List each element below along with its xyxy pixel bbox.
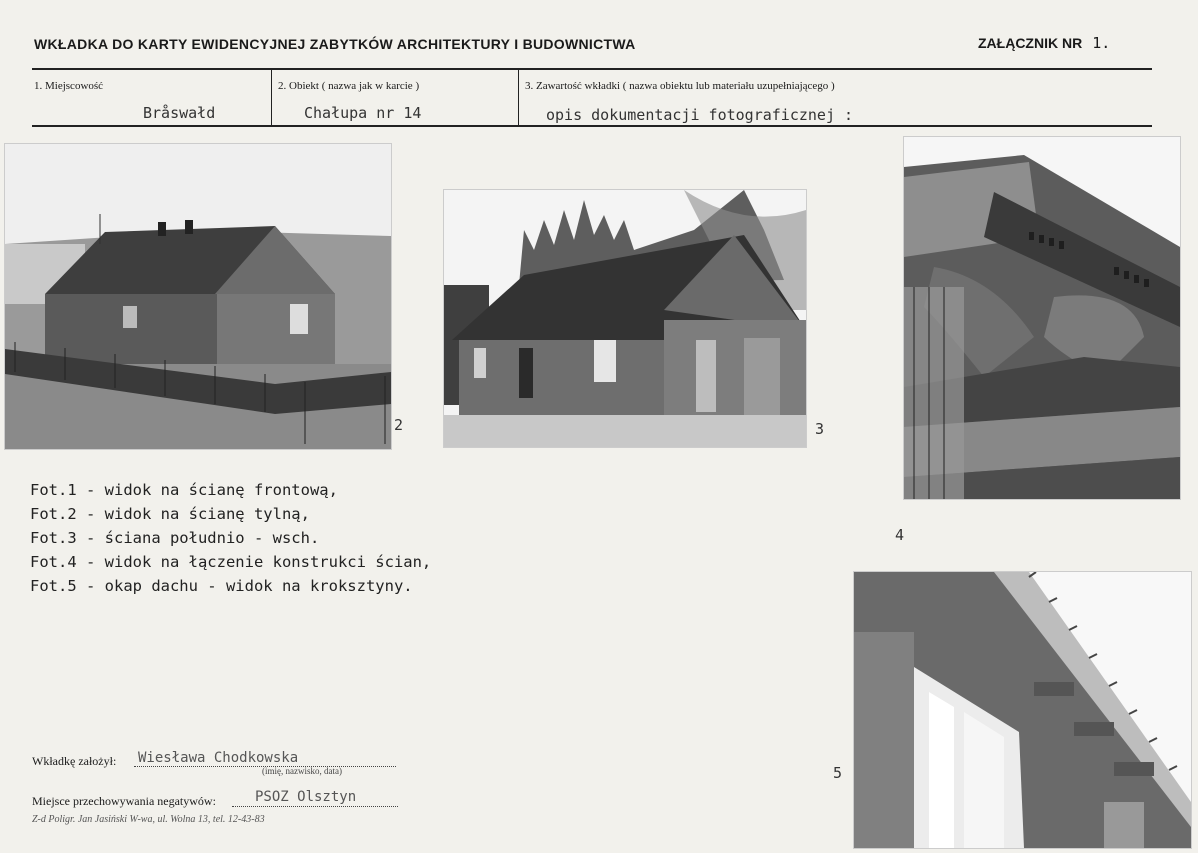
content-label: 3. Zawartość wkładki ( nazwa obiektu lub materiału uzupełniającego ) xyxy=(525,80,835,92)
object-label: 2. Obiekt ( nazwa jak w karcie ) xyxy=(278,80,420,92)
photo-number-5: 5 xyxy=(833,764,843,782)
object-value: Chałupa nr 14 xyxy=(304,104,422,122)
house-church-photo-icon xyxy=(444,190,806,447)
form-title: WKŁADKA DO KARTY EWIDENCYJNEJ ZABYTKÓW ARCHITEKTURY I BUDOWNICTWA xyxy=(34,36,636,52)
author-hint: (imię, nazwisko, data) xyxy=(262,766,342,776)
wall-joint-photo-icon xyxy=(904,137,1180,499)
storage-label: Miejsce przechowywania negatywów: xyxy=(32,794,216,808)
photo-number-3: 3 xyxy=(815,420,825,438)
storage-dotted-line xyxy=(232,806,398,807)
author-value: Wiesława Chodkowska xyxy=(138,750,299,766)
photo-number-2: 2 xyxy=(394,416,404,434)
top-rule xyxy=(32,68,1152,70)
annex-label-text: ZAŁĄCZNIK NR xyxy=(978,35,1083,51)
content-value: opis dokumentacji fotograficznej : xyxy=(546,106,854,124)
photo-number-4: 4 xyxy=(895,526,905,544)
author-label: Wkładkę założył: xyxy=(32,754,117,768)
locality-value: Bråswałd xyxy=(143,104,216,122)
caption-list xyxy=(30,478,431,598)
field-divider-1 xyxy=(271,70,272,125)
photo-house-southeast xyxy=(443,189,807,448)
field-divider-2 xyxy=(518,70,519,125)
fields-bottom-rule xyxy=(32,125,1152,127)
annex-label xyxy=(978,34,1110,52)
printer-imprint: Z-d Poligr. Jan Jasiński W-wa, ul. Wolna 13, tel. 12-43-83 xyxy=(32,814,265,825)
caption-fot-2: Fot.2 - widok na ścianę tylną, xyxy=(30,505,310,523)
caption-fot-1: Fot.1 - widok na ścianę frontową, xyxy=(30,481,338,499)
photo-eaves xyxy=(853,571,1192,849)
photo-wall-joint xyxy=(903,136,1181,500)
caption-fot-4: Fot.4 - widok na łączenie konstrukci ścian, xyxy=(30,553,432,571)
house-photo-icon xyxy=(5,144,391,449)
photo-house-back xyxy=(4,143,392,450)
eaves-photo-icon xyxy=(854,572,1191,848)
annex-number: 1. xyxy=(1092,34,1111,52)
locality-label: 1. Miejscowość xyxy=(34,80,104,92)
storage-value: PSOZ Olsztyn xyxy=(255,789,357,805)
caption-fot-5: Fot.5 - okap dachu - widok na kroksztyny. xyxy=(30,577,413,595)
caption-fot-3: Fot.3 - ściana południo - wsch. xyxy=(30,529,320,547)
